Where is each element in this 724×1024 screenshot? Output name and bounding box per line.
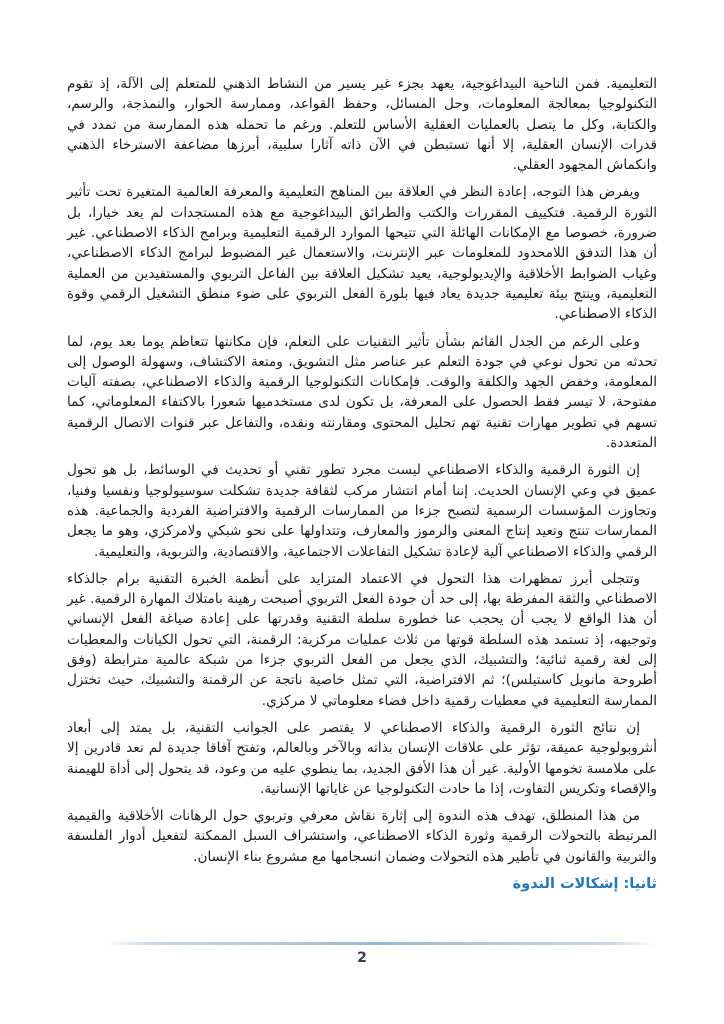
page-body-text bbox=[67, 74, 657, 894]
section-heading: ثانيا: إشكالات الندوة bbox=[512, 875, 657, 892]
paragraph-1: التعليمية. فمن الناحية البيداغوجية، يعهد بجزء غير يسير من النشاط الذهني للمتعلم إلى الآلة، إذ تقوم التكنولوجيا بمعالجة المعلومات، وحل المسائل، وحفظ القواعد، وممارسة الحوار، والنمذجة، والرسم، والكتابة، وكل ما يتصل بالعمليات العقلية الأساس للتعلم. ورغم ما تحمله هذه الممارسة من تمدد في قدرات الإنسان العقلية، إلا أنها تستبطن في الآن ذاته آثارا سلبية، أبرزها مضاعفة الاسترخاء الذهني وانكماش المجهود العقلي. bbox=[67, 76, 657, 174]
paragraph-4: إن الثورة الرقمية والذكاء الاصطناعي ليست مجرد تطور تقني أو تحديث في الوسائط، بل هو تحول عميق في وعي الإنسان الحديث. إننا أمام انتشار مركب لثقافة جديدة تشكلت سوسيولوجيا ونفسيا وفنيا، وتجاوزت المؤسسات الرسمية لتصبح جزءا من الممارسات الرقمية والافتراضية الفردية والجماعية. هذه الممارسات تنتج وتعيد إنتاج المعنى والرموز والمعارف، وتتداولها على نحو شبكي ولامركزي، وهو ما يجعل الرقمي والذكاء الاصطناعي آلية لإعادة تشكيل التفاعلات الاجتماعية، والاقتصادية، والتربوية، والتعليمية. bbox=[67, 462, 657, 560]
paragraph-6: إن نتائج الثورة الرقمية والذكاء الاصطناعي لا يقتصر على الجوانب التقنية، بل يمتد إلى أبعاد أنثروبولوجية عميقة، تؤثر على علاقات الإنسان بذاته وبالآخر وبالعالم، وتفتح آفاقا جديدة لم نعد قادرين إلا على ملامسة تخومها الأولية. غير أن هذا الأفق الجديد، بما ينطوي عليه من وعود، قد يتحول إلى أداة للهيمنة والإقصاء وتكريس التفاوت، إذا ما حادت التكنولوجيا عن غاياتها الإنسانية. bbox=[67, 719, 657, 797]
paragraph-7: من هذا المنطلق، تهدف هذه الندوة إلى إثارة نقاش معرفي وتربوي حول الرهانات الأخلاقية والقيمية المرتبطة بالتحولات الرقمية وثورة الذكاء الاصطناعي، واستشراف السبل الممكنة لتفعيل أدوار الفلسفة والتربية والقانون في تأطير هذه التحولات وضمان انسجامها مع مشروع بناء الإنسان. bbox=[67, 808, 657, 865]
paragraph-3: وعلى الرغم من الجدل القائم بشأن تأثير التقنيات على التعلم، فإن مكانتها تتعاظم يوما بعد يوم، لما تحدثه من تحول نوعي في جودة التعلم عبر عناصر مثل التشويق، ومتعة الاكتشاف، وسهولة الوصول إلى المعلومة، وخفض الجهد والكلفة والوقت. فإمكانات التكنولوجيا الرقمية والذكاء الاصطناعي، بصفته آليات مفتوحة، لا تيسر فقط الحصول على المعرفة، بل تكون لدى مستخدميها شعورا بالاكتفاء المعلوماتي، كما تسهم في تطوير مهارات تقنية تهم تحليل المحتوى ومقارنته ونقده، والتفاعل عبر قنوات الاتصال الرقمية المتعددة. bbox=[67, 333, 657, 452]
footer-divider-line bbox=[106, 942, 655, 945]
paragraph-5: وتتجلى أبرز تمظهرات هذا التحول في الاعتماد المتزايد على أنظمة الخبرة التقنية برام جالذكاء الاصطناعي والثقة المفرطة بها، إلى حد أن جودة الفعل التربوي أصبحت رهينة بامتلاك المهارة الرقمية. غير أن هذا الواقع لا يجب أن يحجب عنا خطورة سلطة التقنية وقدرتها على إعادة صياغة الفعل الإنساني وتوجيهه، إذ تستمد هذه السلطة قوتها من ثلاث عمليات مركزية: الرقمنة، التي تحول الكيانات والمعطيات إلى لغة رقمية ثنائية؛ والتشبيك، الذي يجعل من الفعل التربوي جزءا من شبكة عالمية مترابطة (وفق أطروحة مانويل كاستيلس)؛ ثم الافتراضية، التي تمثل خاصية ناتجة عن الرقمنة والتشبيك، حيث تختزل الممارسة التعليمية في معطيات رقمية داخل فضاء معلوماتي لا مركزي. bbox=[67, 570, 657, 709]
page-number: 2 bbox=[357, 950, 367, 966]
paragraph-2: ويفرض هذا التوجه، إعادة النظر في العلاقة بين المناهج التعليمية والمعرفة العالمية المتغيرة تحت تأثير الثورة الرقمية. فتكييف المقررات والكتب والطرائق البيداغوجية مع هذه المستجدات لم يعد خيارا، بل ضرورة، خصوصا مع الإمكانات الهائلة التي تتيحها الموارد الرقمية التعليمية وبرامج الذكاء الاصطناعي. غير أن هذا التدفق اللامحدود للمعلومات عبر الإنترنت، والاستعمال غير المضبوط لبرامج الذكاء الاصطناعي، وغياب الضوابط الأخلاقية والإيديولوجية، يعيد تشكيل العلاقة بين الفاعل التربوي والمستفيدين من العملية التعليمية، وينتج بيئة تعليمية جديدة يعاد فيها بلورة الفعل التربوي على ضوء منطق التشغيل الرقمي وقوة الذكاء الاصطناعي. bbox=[67, 184, 657, 323]
